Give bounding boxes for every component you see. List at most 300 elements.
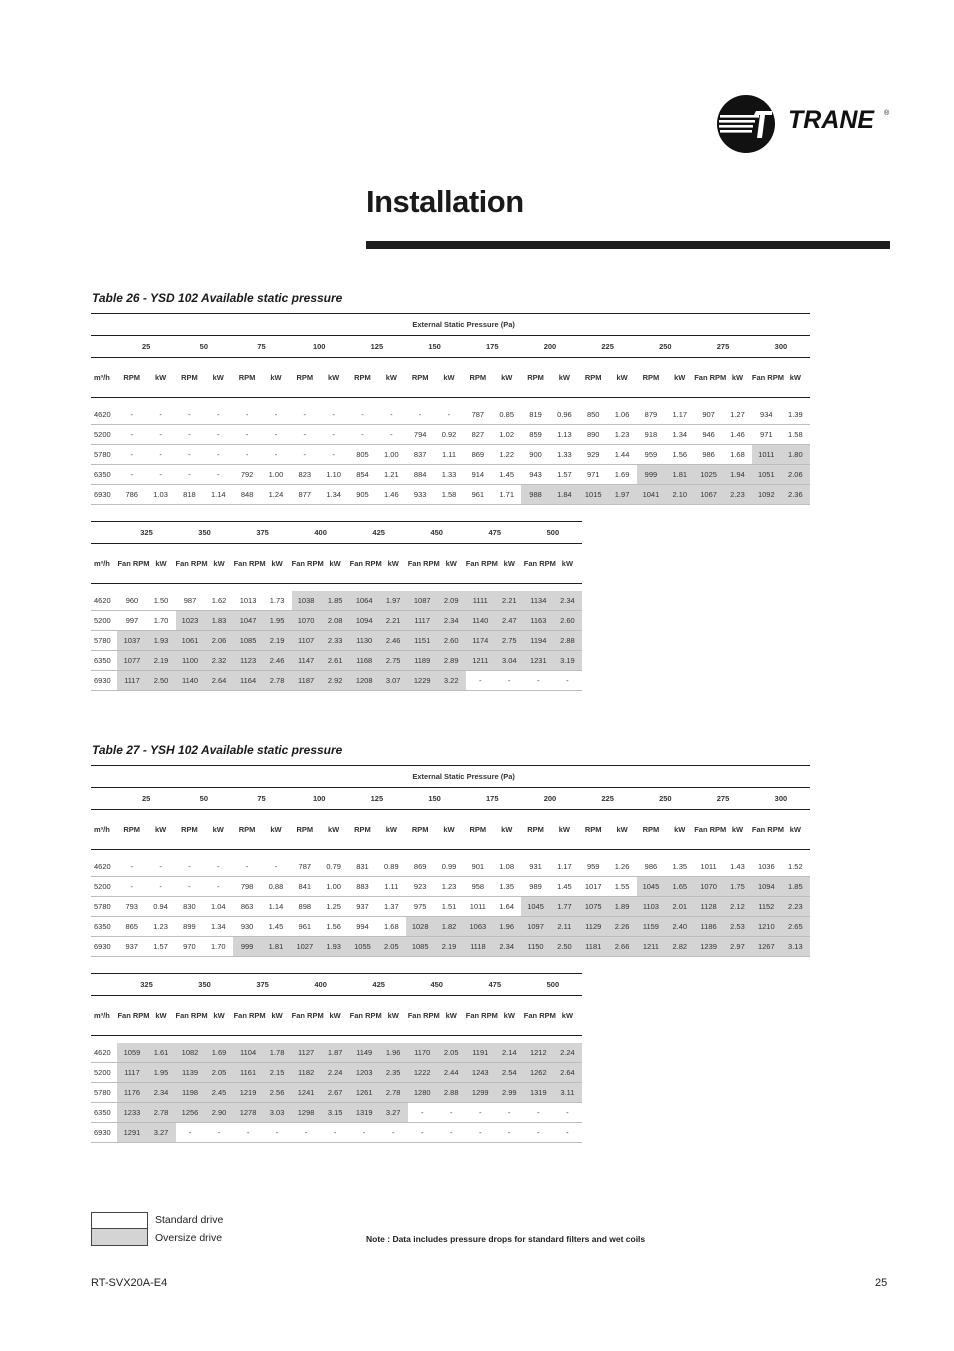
data-cell: 1127: [292, 1043, 321, 1063]
data-cell: 2.78: [263, 671, 292, 691]
flow-cell: 5780: [91, 897, 117, 917]
unit-header: Fan RPM: [117, 996, 146, 1036]
pressure-header: 150: [406, 788, 464, 810]
unit-header: Fan RPM: [466, 996, 495, 1036]
spacer-cell: [91, 850, 810, 857]
unit-header: RPM: [175, 810, 204, 850]
unit-header: kW: [665, 810, 694, 850]
pressure-header: 325: [117, 974, 175, 996]
data-cell: 2.60: [553, 611, 582, 631]
data-cell: 1025: [694, 465, 723, 485]
data-cell: 2.50: [146, 671, 175, 691]
unit-header: RPM: [637, 810, 666, 850]
data-cell: 1.68: [377, 917, 406, 937]
data-cell: 879: [637, 405, 666, 425]
data-cell: 1047: [234, 611, 263, 631]
table-row: [91, 485, 810, 505]
data-cell: 1168: [350, 651, 379, 671]
data-cell: 2.24: [321, 1063, 350, 1083]
flow-cell: 4620: [91, 591, 117, 611]
data-cell: 1.14: [262, 897, 291, 917]
data-cell: 1.73: [263, 591, 292, 611]
data-cell: 1174: [466, 631, 495, 651]
data-cell: -: [408, 1123, 437, 1143]
data-cell: 1.24: [262, 485, 291, 505]
data-cell: 1280: [408, 1083, 437, 1103]
data-cell: 3.27: [379, 1103, 408, 1123]
data-cell: 1164: [234, 671, 263, 691]
data-cell: 1085: [234, 631, 263, 651]
pressure-header: 375: [234, 974, 292, 996]
unit-header: Fan RPM: [234, 996, 263, 1036]
flow-cell: 4620: [91, 857, 117, 877]
data-cell: 2.24: [553, 1043, 582, 1063]
data-cell: 3.07: [379, 671, 408, 691]
data-cell: 1.04: [204, 897, 233, 917]
data-cell: 3.15: [321, 1103, 350, 1123]
data-cell: 1140: [176, 671, 205, 691]
data-cell: 884: [406, 465, 435, 485]
title-rule: [366, 241, 890, 249]
pressure-header-row: [91, 788, 810, 810]
data-cell: 1139: [176, 1063, 205, 1083]
data-cell: -: [348, 405, 377, 425]
pressure-header-row: [91, 974, 582, 996]
data-cell: 2.09: [437, 591, 466, 611]
data-cell: -: [408, 1103, 437, 1123]
data-cell: 1.35: [665, 857, 694, 877]
data-cell: -: [437, 1103, 466, 1123]
data-cell: 2.90: [205, 1103, 234, 1123]
data-cell: 2.34: [492, 937, 521, 957]
unit-header: kW: [437, 996, 466, 1036]
data-cell: -: [175, 405, 204, 425]
data-cell: 2.92: [321, 671, 350, 691]
data-cell: 1.81: [262, 937, 291, 957]
table-26-part-2: [91, 521, 582, 691]
data-cell: 2.97: [723, 937, 752, 957]
data-cell: 1.89: [608, 897, 637, 917]
flow-cell: 5200: [91, 1063, 117, 1083]
data-cell: 1.69: [205, 1043, 234, 1063]
pressure-header: 225: [579, 788, 637, 810]
data-cell: 914: [463, 465, 492, 485]
data-cell: 1222: [408, 1063, 437, 1083]
unit-header: kW: [377, 810, 406, 850]
unit-header: RPM: [406, 358, 435, 398]
data-cell: -: [290, 425, 319, 445]
pressure-header: 475: [466, 522, 524, 544]
data-cell: 899: [175, 917, 204, 937]
data-cell: 1.34: [204, 917, 233, 937]
unit-header: kW: [608, 358, 637, 398]
header-spacer: [91, 766, 117, 788]
table-row: [91, 651, 582, 671]
data-cell: 865: [117, 917, 146, 937]
data-cell: 1117: [117, 1063, 146, 1083]
data-cell: 1075: [579, 897, 608, 917]
data-cell: 1087: [408, 591, 437, 611]
data-cell: 1.00: [262, 465, 291, 485]
data-cell: 1.08: [492, 857, 521, 877]
unit-header: kW: [608, 810, 637, 850]
unit-header: Fan RPM: [752, 358, 781, 398]
data-cell: 1094: [350, 611, 379, 631]
data-cell: 1319: [524, 1083, 553, 1103]
data-cell: -: [437, 1123, 466, 1143]
unit-header: RPM: [579, 810, 608, 850]
pressure-header: 400: [292, 974, 350, 996]
data-cell: 1.14: [204, 485, 233, 505]
data-cell: 827: [463, 425, 492, 445]
data-cell: 1011: [463, 897, 492, 917]
unit-header: RPM: [521, 358, 550, 398]
data-cell: 2.44: [437, 1063, 466, 1083]
unit-header: kW: [723, 810, 752, 850]
pressure-header: 350: [176, 522, 234, 544]
pressure-header: 500: [524, 522, 582, 544]
data-cell: 1104: [234, 1043, 263, 1063]
unit-header: kW: [319, 810, 348, 850]
data-cell: 1067: [694, 485, 723, 505]
data-cell: 2.23: [723, 485, 752, 505]
pressure-header: 275: [694, 336, 752, 358]
data-cell: 1191: [466, 1043, 495, 1063]
data-cell: 2.78: [146, 1103, 175, 1123]
data-cell: 999: [233, 937, 262, 957]
unit-header: kW: [379, 544, 408, 584]
unit-header: RPM: [406, 810, 435, 850]
data-cell: 2.33: [321, 631, 350, 651]
data-cell: 970: [175, 937, 204, 957]
data-cell: 1.11: [435, 445, 464, 465]
spacer-row: [91, 584, 582, 591]
data-cell: 2.34: [553, 591, 582, 611]
data-cell: 1151: [408, 631, 437, 651]
data-cell: -: [146, 425, 175, 445]
pressure-header: 300: [752, 788, 810, 810]
data-cell: 2.40: [665, 917, 694, 937]
data-cell: 2.12: [723, 897, 752, 917]
data-cell: 1.23: [146, 917, 175, 937]
pressure-header-row: [91, 522, 582, 544]
data-cell: 869: [406, 857, 435, 877]
data-cell: 1118: [463, 937, 492, 957]
data-cell: 2.54: [495, 1063, 524, 1083]
table-27-part-2: [91, 973, 582, 1143]
data-cell: 2.99: [495, 1083, 524, 1103]
data-cell: -: [262, 405, 291, 425]
unit-header: kW: [495, 544, 524, 584]
data-cell: 1028: [406, 917, 435, 937]
pressure-header: 275: [694, 788, 752, 810]
data-cell: 2.50: [550, 937, 579, 957]
pressure-header: 250: [637, 788, 695, 810]
unit-header: kW: [492, 810, 521, 850]
data-cell: 959: [637, 445, 666, 465]
data-cell: 1011: [694, 857, 723, 877]
data-cell: 997: [117, 611, 146, 631]
flow-cell: 6930: [91, 671, 117, 691]
unit-header: Fan RPM: [408, 544, 437, 584]
data-cell: 1103: [637, 897, 666, 917]
data-cell: 2.89: [437, 651, 466, 671]
unit-header: kW: [435, 810, 464, 850]
pressure-header: 225: [579, 336, 637, 358]
data-cell: 1.95: [263, 611, 292, 631]
pressure-header: 200: [521, 788, 579, 810]
spacer-cell: [91, 1036, 582, 1043]
data-cell: 1.62: [205, 591, 234, 611]
data-cell: 1.45: [550, 877, 579, 897]
pressure-header: 375: [234, 522, 292, 544]
unit-header: kW: [379, 996, 408, 1036]
table-row: [91, 1123, 582, 1143]
data-cell: 1.64: [492, 897, 521, 917]
data-cell: 1176: [117, 1083, 146, 1103]
data-cell: 1051: [752, 465, 781, 485]
data-cell: 1.11: [377, 877, 406, 897]
pressure-spacer: [91, 336, 117, 358]
data-cell: 898: [290, 897, 319, 917]
pressure-header: 100: [290, 336, 348, 358]
pressure-header: 50: [175, 336, 233, 358]
data-cell: 823: [290, 465, 319, 485]
data-cell: 786: [117, 485, 146, 505]
data-cell: 2.34: [146, 1083, 175, 1103]
data-cell: 1198: [176, 1083, 205, 1103]
data-cell: 900: [521, 445, 550, 465]
data-cell: 1107: [292, 631, 321, 651]
data-cell: 1.50: [146, 591, 175, 611]
unit-header: RPM: [290, 810, 319, 850]
data-cell: 0.79: [319, 857, 348, 877]
data-cell: 3.11: [553, 1083, 582, 1103]
data-cell: -: [117, 425, 146, 445]
data-cell: 901: [463, 857, 492, 877]
pressure-header: 50: [175, 788, 233, 810]
data-cell: 1.83: [205, 611, 234, 631]
flow-cell: 4620: [91, 405, 117, 425]
data-cell: 0.88: [262, 877, 291, 897]
data-cell: -: [406, 405, 435, 425]
data-cell: 1210: [752, 917, 781, 937]
unit-header: Fan RPM: [466, 544, 495, 584]
spacer-row: [91, 1036, 582, 1043]
unit-header: kW: [437, 544, 466, 584]
unit-header: Fan RPM: [234, 544, 263, 584]
data-cell: 2.21: [495, 591, 524, 611]
pressure-header: 25: [117, 788, 175, 810]
data-cell: 1036: [752, 857, 781, 877]
data-cell: 805: [348, 445, 377, 465]
table-row: [91, 405, 810, 425]
data-cell: 1.70: [204, 937, 233, 957]
data-cell: 2.15: [263, 1063, 292, 1083]
data-cell: 1.85: [781, 877, 810, 897]
data-cell: -: [175, 877, 204, 897]
unit-header: kW: [204, 358, 233, 398]
data-cell: 2.56: [263, 1083, 292, 1103]
flow-cell: 4620: [91, 1043, 117, 1063]
table-row: [91, 465, 810, 485]
data-cell: -: [204, 877, 233, 897]
data-cell: 975: [406, 897, 435, 917]
esp-header: External Static Pressure (Pa): [117, 314, 810, 336]
data-cell: 1163: [524, 611, 553, 631]
pressure-header: 450: [408, 974, 466, 996]
units-header-row: [91, 810, 810, 850]
data-cell: 2.46: [379, 631, 408, 651]
footer-doc-id: RT-SVX20A-E4: [91, 1277, 168, 1289]
data-cell: 958: [463, 877, 492, 897]
unit-header: kW: [263, 996, 292, 1036]
pressure-header: 100: [290, 788, 348, 810]
table-26-caption: Table 26 - YSD 102 Available static pressure: [92, 291, 343, 305]
data-cell: 1189: [408, 651, 437, 671]
unit-header: RPM: [175, 358, 204, 398]
data-cell: 1.82: [435, 917, 464, 937]
data-cell: 2.19: [435, 937, 464, 957]
data-cell: 929: [579, 445, 608, 465]
pressure-header: 125: [348, 788, 406, 810]
unit-header: RPM: [348, 810, 377, 850]
table-26-part-1: [91, 313, 810, 505]
data-cell: -: [290, 445, 319, 465]
data-cell: 1117: [408, 611, 437, 631]
data-cell: 971: [579, 465, 608, 485]
data-cell: 837: [406, 445, 435, 465]
data-cell: 3.22: [437, 671, 466, 691]
data-cell: 2.64: [553, 1063, 582, 1083]
spacer-row: [91, 850, 810, 857]
data-cell: 890: [579, 425, 608, 445]
data-cell: 1134: [524, 591, 553, 611]
unit-header: kW: [146, 544, 175, 584]
data-cell: -: [204, 857, 233, 877]
unit-header: Fan RPM: [176, 544, 205, 584]
data-cell: 1.27: [723, 405, 752, 425]
legend-standard-label: Standard drive: [155, 1214, 224, 1226]
data-cell: 1233: [117, 1103, 146, 1123]
trane-logo: [716, 94, 892, 154]
pressure-header: 175: [463, 788, 521, 810]
data-cell: 1.55: [608, 877, 637, 897]
pressure-header: 350: [176, 974, 234, 996]
data-cell: 1111: [466, 591, 495, 611]
data-cell: 1.35: [492, 877, 521, 897]
data-cell: 994: [348, 917, 377, 937]
data-cell: 2.88: [553, 631, 582, 651]
data-cell: 0.85: [492, 405, 521, 425]
table-row: [91, 611, 582, 631]
flow-cell: 5200: [91, 877, 117, 897]
data-cell: 1170: [408, 1043, 437, 1063]
data-cell: 1013: [234, 591, 263, 611]
data-cell: 818: [175, 485, 204, 505]
data-cell: 1045: [637, 877, 666, 897]
flow-unit-header: m³/h: [91, 810, 117, 850]
data-cell: 1.56: [319, 917, 348, 937]
flow-cell: 6350: [91, 465, 117, 485]
table-row: [91, 591, 582, 611]
data-cell: 1.44: [608, 445, 637, 465]
unit-header: kW: [205, 996, 234, 1036]
data-cell: 850: [579, 405, 608, 425]
data-cell: 1064: [350, 591, 379, 611]
unit-header: Fan RPM: [117, 544, 146, 584]
data-cell: 1017: [579, 877, 608, 897]
flow-cell: 5200: [91, 425, 117, 445]
data-cell: 2.82: [665, 937, 694, 957]
unit-header: kW: [146, 810, 175, 850]
data-cell: -: [435, 405, 464, 425]
data-cell: -: [524, 671, 553, 691]
data-cell: 2.64: [205, 671, 234, 691]
table-row: [91, 857, 810, 877]
data-cell: -: [233, 857, 262, 877]
data-cell: 1100: [176, 651, 205, 671]
registered-mark: ®: [884, 110, 890, 117]
data-cell: 1.33: [550, 445, 579, 465]
flow-cell: 5780: [91, 445, 117, 465]
data-cell: 1243: [466, 1063, 495, 1083]
data-cell: 1181: [579, 937, 608, 957]
pressure-header: 200: [521, 336, 579, 358]
data-cell: -: [524, 1103, 553, 1123]
data-cell: 1.78: [263, 1043, 292, 1063]
unit-header: Fan RPM: [176, 996, 205, 1036]
data-cell: 1219: [234, 1083, 263, 1103]
data-cell: 961: [463, 485, 492, 505]
data-cell: 831: [348, 857, 377, 877]
data-cell: -: [117, 465, 146, 485]
data-cell: -: [146, 465, 175, 485]
data-cell: 863: [233, 897, 262, 917]
data-cell: 1.23: [435, 877, 464, 897]
unit-header: kW: [665, 358, 694, 398]
pressure-spacer: [91, 788, 117, 810]
data-cell: 1.33: [435, 465, 464, 485]
data-cell: 3.03: [263, 1103, 292, 1123]
unit-header: Fan RPM: [350, 996, 379, 1036]
data-cell: 2.75: [379, 651, 408, 671]
data-cell: 1211: [637, 937, 666, 957]
unit-header: RPM: [233, 358, 262, 398]
spacer-cell: [91, 584, 582, 591]
unit-header: kW: [435, 358, 464, 398]
unit-header: kW: [319, 358, 348, 398]
pressure-header: 425: [350, 522, 408, 544]
unit-header: kW: [550, 358, 579, 398]
data-cell: -: [262, 425, 291, 445]
data-cell: 1041: [637, 485, 666, 505]
spacer-cell: [91, 398, 810, 405]
table-row: [91, 917, 810, 937]
data-cell: 1.58: [435, 485, 464, 505]
pressure-header: 425: [350, 974, 408, 996]
data-cell: 1298: [292, 1103, 321, 1123]
table-row: [91, 445, 810, 465]
table-row: [91, 1083, 582, 1103]
data-cell: -: [146, 405, 175, 425]
data-cell: 2.06: [205, 631, 234, 651]
unit-header: RPM: [463, 358, 492, 398]
data-cell: -: [117, 857, 146, 877]
data-cell: 1045: [521, 897, 550, 917]
data-cell: 1.03: [146, 485, 175, 505]
data-cell: -: [292, 1123, 321, 1143]
